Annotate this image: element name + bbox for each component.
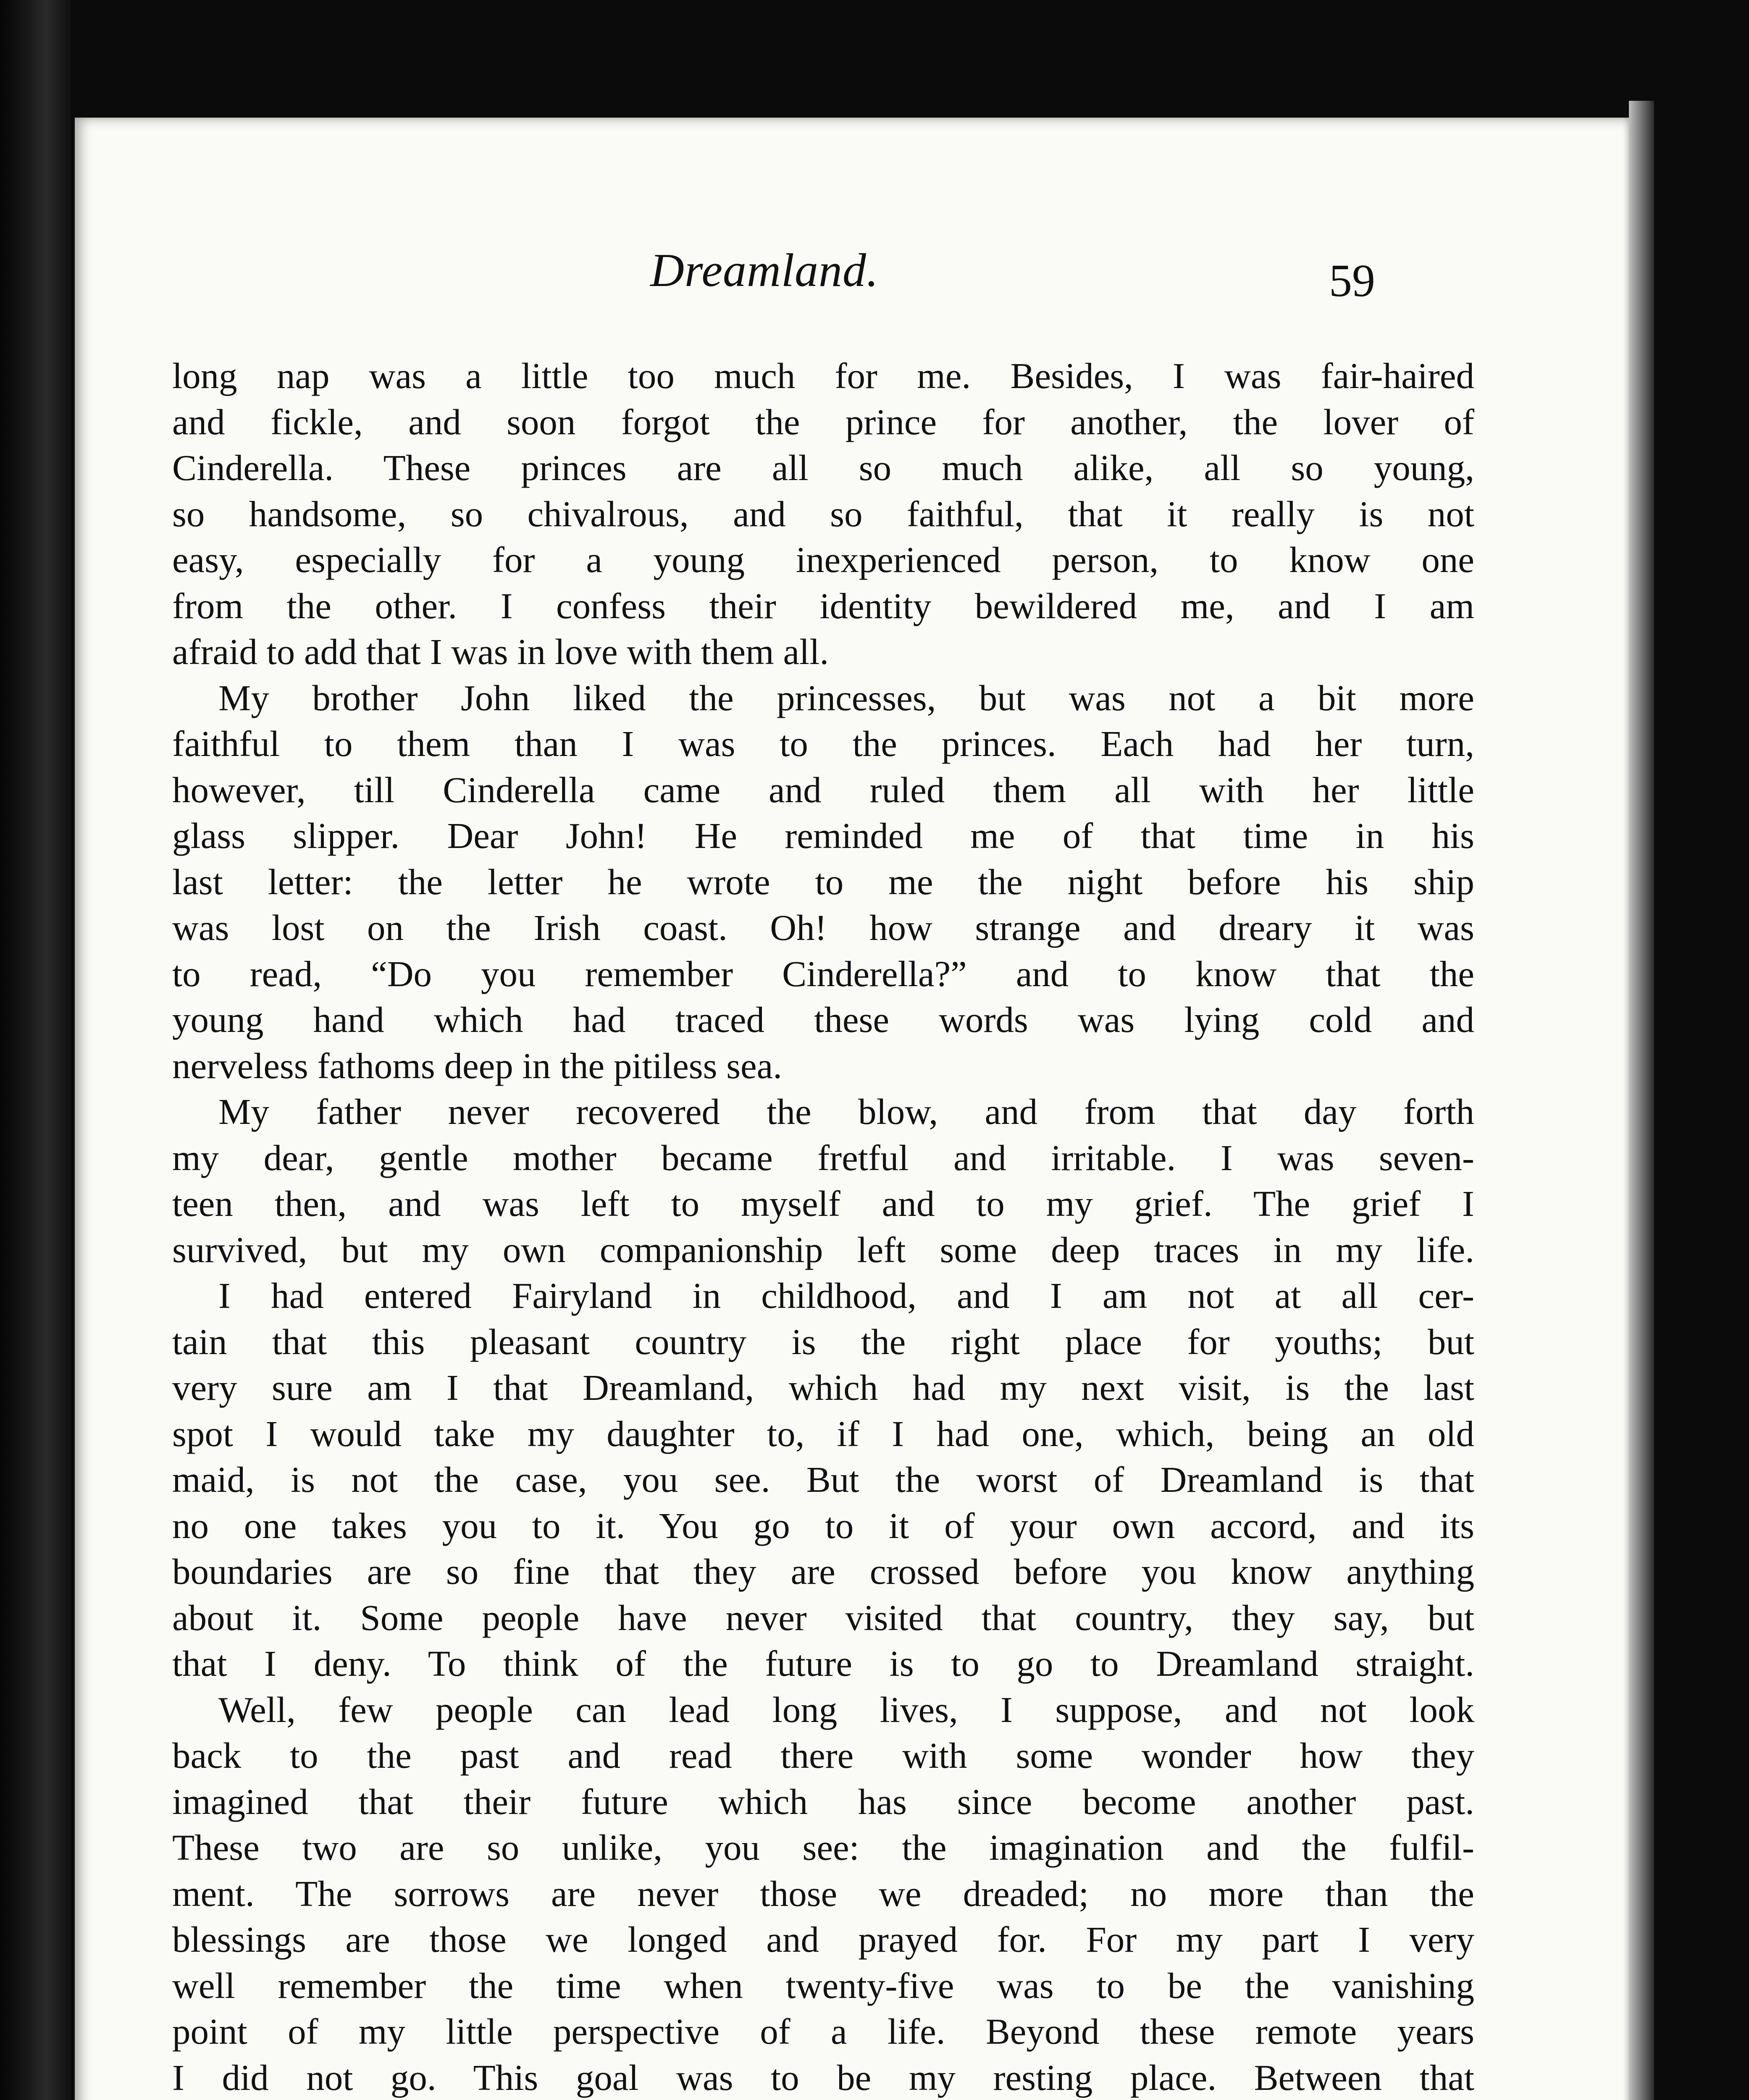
text-line: and fickle, and soon forgot the prince for another, the lover of xyxy=(172,401,1474,442)
text-line: blessings are those we longed and prayed for. For my part I very xyxy=(172,1919,1474,1960)
text-line: afraid to add that I was in love with them all. xyxy=(172,631,829,672)
book-page xyxy=(75,118,1629,2100)
text-line: easy, especially for a young inexperienced person, to know one xyxy=(172,539,1474,580)
text-line: My father never recovered the blow, and from that day forth xyxy=(218,1091,1474,1132)
text-line: My brother John liked the princesses, but was not a bit more xyxy=(218,677,1474,718)
text-line: that I deny. To think of the future is to go to Dreamland straight. xyxy=(172,1643,1474,1684)
text-line: to read, “Do you remember Cinderella?” and to know that the xyxy=(172,953,1474,994)
text-line: from the other. I confess their identity bewildered me, and I am xyxy=(172,585,1474,626)
text-line: glass slipper. Dear John! He reminded me of that time in his xyxy=(172,815,1474,856)
text-line: teen then, and was left to myself and to my grief. The grief I xyxy=(172,1183,1474,1224)
text-line: nerveless fathoms deep in the pitiless sea. xyxy=(172,1045,783,1086)
text-line: I did not go. This goal was to be my resting place. Between that xyxy=(172,2057,1474,2098)
text-line: spot I would take my daughter to, if I had one, which, being an old xyxy=(172,1413,1474,1454)
text-line: well remember the time when twenty-five was to be the vanishing xyxy=(172,1965,1474,2006)
page-right-edge xyxy=(1629,101,1654,2100)
body-text xyxy=(172,353,1474,2100)
text-line: no one takes you to it. You go to it of your own accord, and its xyxy=(172,1505,1474,1546)
text-line: Cinderella. These princes are all so much alike, all so young, xyxy=(172,447,1474,488)
text-line: about it. Some people have never visited that country, they say, but xyxy=(172,1597,1474,1638)
text-line: very sure am I that Dreamland, which had my next visit, is the last xyxy=(172,1367,1474,1408)
text-line: imagined that their future which has since become another past. xyxy=(172,1781,1474,1822)
text-line: maid, is not the case, you see. But the worst of Dreamland is that xyxy=(172,1459,1474,1500)
text-line: young hand which had traced these words was lying cold and xyxy=(172,999,1474,1040)
text-line: back to the past and read there with some wonder how they xyxy=(172,1735,1474,1776)
text-line: long nap was a little too much for me. Besides, I was fair-haired xyxy=(172,355,1474,396)
text-line: ment. The sorrows are never those we dreaded; no more than the xyxy=(172,1873,1474,1914)
text-line: survived, but my own companionship left some deep traces in my life. xyxy=(172,1229,1474,1270)
text-line: tain that this pleasant country is the right place for youths; but xyxy=(172,1321,1474,1362)
text-line: my dear, gentle mother became fretful and irritable. I was seven- xyxy=(172,1137,1474,1178)
text-line: These two are so unlike, you see: the imagination and the fulfil- xyxy=(172,1827,1474,1868)
text-line: faithful to them than I was to the princes. Each had her turn, xyxy=(172,723,1474,764)
text-line: I had entered Fairyland in childhood, and I am not at all cer- xyxy=(218,1275,1474,1316)
text-line: however, till Cinderella came and ruled them all with her little xyxy=(172,769,1474,810)
text-line: last letter: the letter he wrote to me the night before his ship xyxy=(172,861,1474,902)
text-line: point of my little perspective of a life. Beyond these remote years xyxy=(172,2011,1474,2052)
text-line: Well, few people can lead long lives, I suppose, and not look xyxy=(218,1689,1474,1730)
text-line: was lost on the Irish coast. Oh! how strange and dreary it was xyxy=(172,907,1474,948)
page-number: 59 xyxy=(1329,255,1375,306)
book-spine-edge xyxy=(0,0,71,2100)
text-line: boundaries are so fine that they are crossed before you know anything xyxy=(172,1551,1474,1592)
text-line: so handsome, so chivalrous, and so faithful, that it really is not xyxy=(172,493,1474,534)
running-head: Dreamland. xyxy=(650,244,879,297)
